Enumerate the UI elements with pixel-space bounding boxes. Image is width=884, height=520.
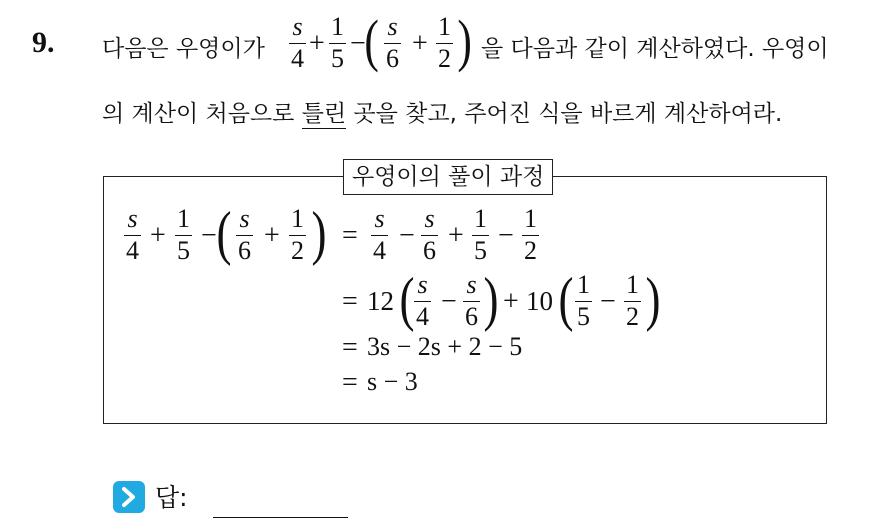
- step2-frac-1-5: 1 5: [577, 270, 590, 331]
- step1-equals: =: [342, 220, 358, 251]
- step1-frac-1-2: 1 2: [524, 204, 537, 265]
- prompt-plus: +: [309, 28, 325, 59]
- answer-blank-line[interactable]: [213, 517, 348, 518]
- prompt-frac-s-4: s 4: [291, 12, 304, 73]
- prompt-frac-1-5: 1 5: [331, 12, 344, 73]
- step2-minus-2: −: [600, 286, 616, 317]
- step2-coef-12: 12: [367, 286, 394, 316]
- prompt-paren-close: ): [457, 8, 472, 73]
- step2-paren2-close: ): [645, 266, 661, 332]
- lhs-minus: −: [201, 220, 217, 251]
- step1-frac-s-6: s 6: [423, 204, 436, 265]
- prompt-frac-s-6: s 6: [386, 12, 399, 73]
- step1-frac-s-4: s 4: [373, 204, 386, 265]
- step2-paren2-open: (: [558, 266, 574, 332]
- step2-paren1-open: (: [399, 266, 415, 332]
- lhs-frac-s-4: s 4: [126, 204, 139, 265]
- step2-paren1-close: ): [483, 266, 499, 332]
- step2-frac-1-2: 1 2: [626, 270, 639, 331]
- step2-plus: +: [503, 286, 519, 317]
- lhs-frac-1-5: 1 5: [177, 204, 190, 265]
- step1-frac-1-5: 1 5: [474, 204, 487, 265]
- step3-equals: =: [342, 332, 358, 363]
- lhs-plus-2: +: [264, 220, 280, 251]
- lhs-plus: +: [150, 220, 166, 251]
- lhs-frac-1-2: 1 2: [291, 204, 304, 265]
- step1-minus: −: [399, 220, 415, 251]
- question-text-line2-pre: 의 계산이 처음으로: [102, 101, 302, 127]
- question-text-line1-a: 다음은 우영이가: [102, 36, 265, 62]
- prompt-minus: −: [350, 28, 366, 59]
- step2-coef-10: 10: [526, 286, 553, 316]
- solution-box-title: 우영이의 풀이 과정: [343, 159, 553, 195]
- question-text-line2: [102, 95, 782, 128]
- step2-minus: −: [441, 286, 457, 317]
- answer-label: 답:: [155, 483, 188, 512]
- question-text-line2-post: 곳을 찾고, 주어진 식을 바르게 계산하여라.: [346, 101, 783, 127]
- prompt-plus-2: +: [412, 28, 428, 59]
- step4-expression: s − 3: [367, 367, 418, 396]
- underlined-word: 틀린: [301, 101, 347, 127]
- lhs-paren-open: (: [216, 200, 232, 266]
- lhs-frac-s-6: s 6: [238, 204, 251, 265]
- step1-minus-2: −: [498, 220, 514, 251]
- question-text-line1-b: 을 다음과 같이 계산하였다. 우영이: [481, 36, 829, 62]
- question-number: 9.: [32, 26, 55, 59]
- lhs-paren-close: ): [311, 200, 327, 266]
- step1-plus: +: [448, 220, 464, 251]
- step2-equals: =: [342, 286, 358, 317]
- step4-equals: =: [342, 367, 358, 398]
- step2-frac-s-4: s 4: [416, 270, 429, 331]
- prompt-frac-1-2: 1 2: [438, 12, 451, 73]
- prompt-paren-open: (: [364, 8, 379, 73]
- chevron-right-icon: [113, 481, 145, 513]
- step2-frac-s-6: s 6: [465, 270, 478, 331]
- step3-expression: 3s − 2s + 2 − 5: [367, 332, 523, 361]
